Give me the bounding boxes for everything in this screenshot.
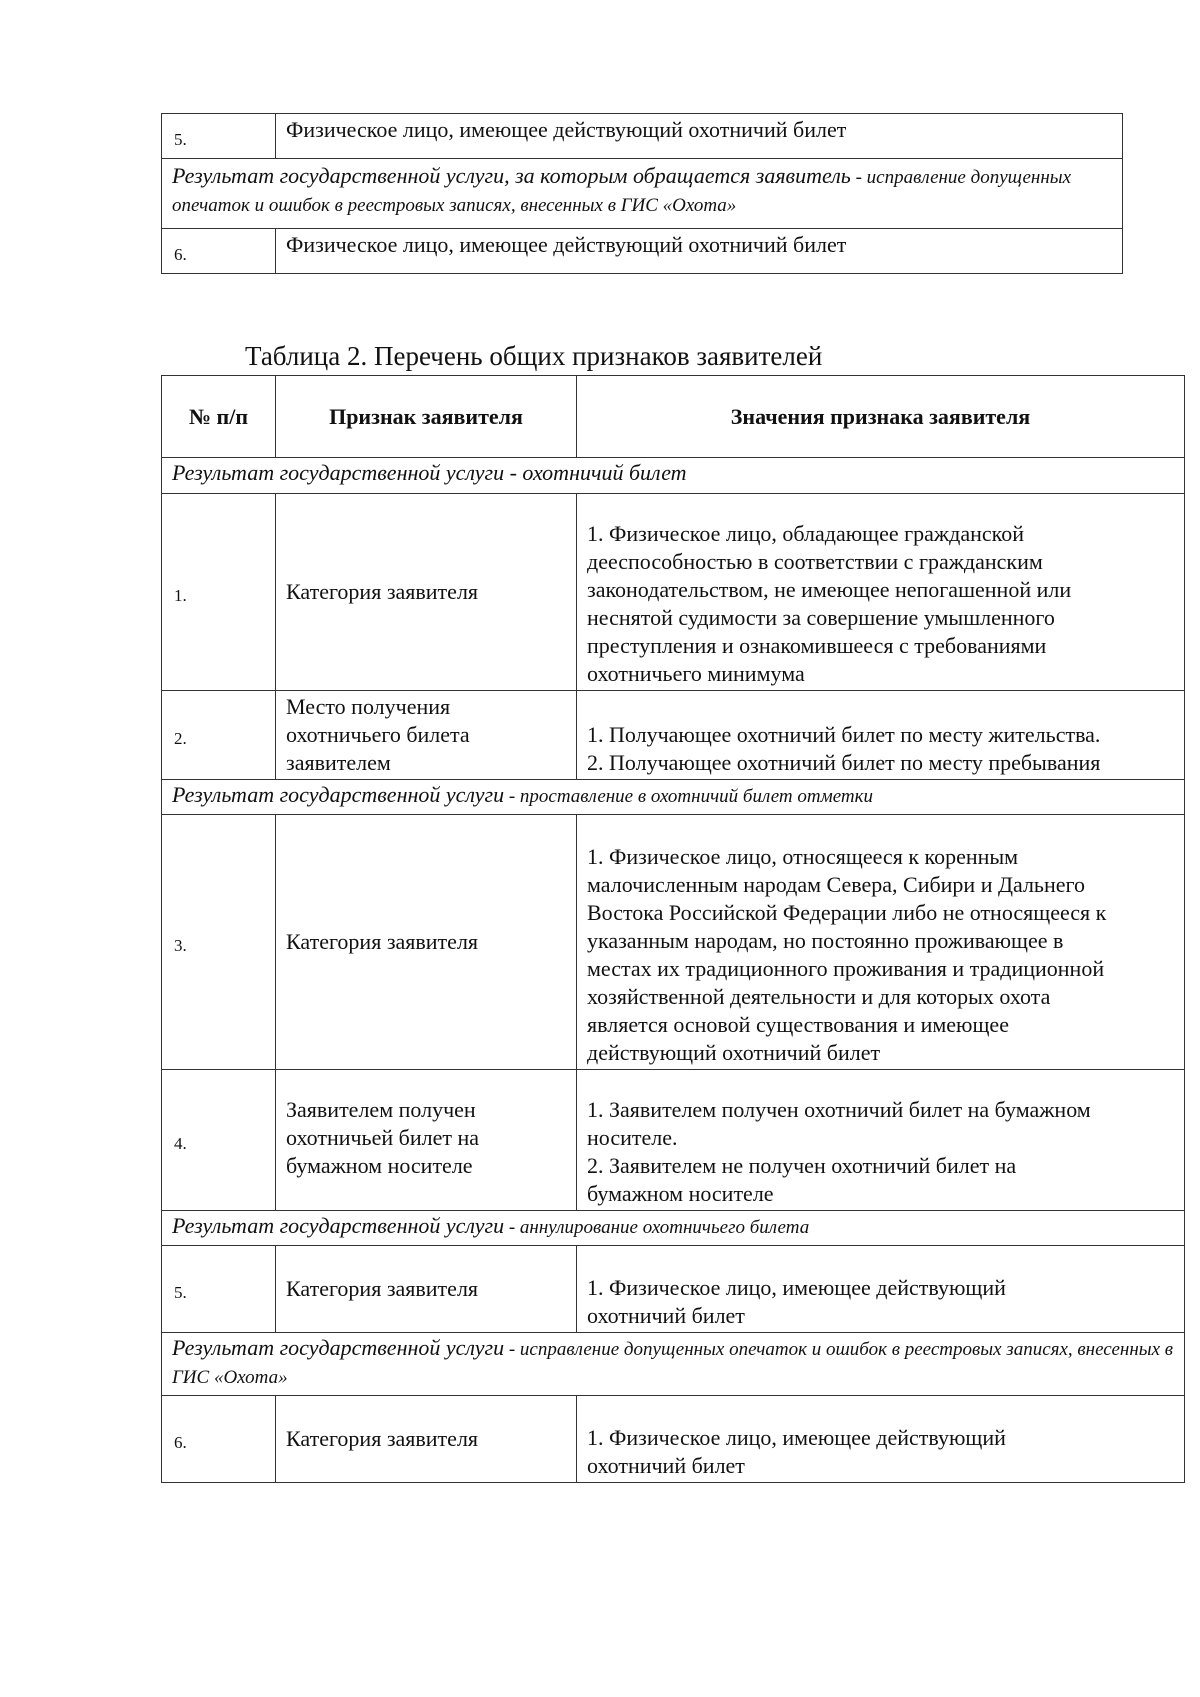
table-row [162,1396,1185,1483]
attribute-line: охотничьего билета [286,722,470,747]
header-number: № п/п [162,376,276,458]
table-2-title: Таблица 2. Перечень общих признаков заявителей [245,341,823,371]
section-title: Результат государственной услуги, за которым обращается заявитель [172,163,851,188]
table-2 [161,375,1185,1483]
row-values [577,691,1185,780]
section-row [162,780,1185,815]
header-values: Значения признака заявителя [577,376,1185,458]
row-values [577,494,1185,691]
section-cell [162,458,1185,494]
row-text: Физическое лицо, имеющее действующий охотничий билет [276,229,1123,274]
value-line: охотничий билет [587,1453,745,1478]
value-line: неснятой судимости за совершение умышленного [587,605,1055,630]
value-line: охотничий билет [587,1303,745,1328]
section-cell [162,1211,1185,1246]
section-row [162,159,1123,229]
section-detail: - исправление допущенных опечаток и ошибок в реестровых записях, внесенных в ГИС «Охота» [172,1339,1174,1388]
row-values [577,815,1185,1070]
attribute-line: охотничьей билет на [286,1125,479,1150]
row-attribute [276,1070,577,1211]
row-number: 5. [162,114,276,159]
attribute-line: Заявителем получен [286,1097,476,1122]
value-line: 2. Получающее охотничий билет по месту пребывания [587,750,1101,775]
table-row [162,815,1185,1070]
row-number: 3. [162,815,276,1070]
row-number: 5. [162,1246,276,1333]
header-row [162,376,1185,458]
attribute-line: Место получения [286,694,451,719]
section-title: Результат государственной услуги [172,782,505,807]
row-attribute: Категория заявителя [276,1246,577,1333]
value-line: преступления и ознакомившееся с требованиями [587,633,1047,658]
row-number: 1. [162,494,276,691]
value-line: законодательством, не имеющее непогашенной или [587,577,1072,602]
section-cell [162,159,1123,229]
section-row [162,1211,1185,1246]
row-number: 6. [162,1396,276,1483]
section-detail: - аннулирование охотничьего билета [504,1217,810,1238]
value-line: 1. Физическое лицо, относящееся к коренным [587,844,1019,869]
row-attribute: Категория заявителя [276,494,577,691]
value-line: действующий охотничий билет [587,1040,881,1065]
row-number: 2. [162,691,276,780]
row-attribute: Категория заявителя [276,815,577,1070]
value-line: 1. Физическое лицо, обладающее гражданской [587,521,1024,546]
table-row [162,114,1123,159]
attribute-line: заявителем [286,750,391,775]
value-line: 1. Физическое лицо, имеющее действующий [587,1275,1006,1300]
section-cell [162,1333,1185,1396]
header-attribute: Признак заявителя [276,376,577,458]
table-row [162,494,1185,691]
value-line: носителе. [587,1125,678,1150]
section-detail: - исправление допущенных опечаток и ошибок в реестровых записях, внесенных в ГИС «Охота» [172,167,1072,216]
row-values [577,1246,1185,1333]
row-values [577,1070,1185,1211]
value-line: является основой существования и имеющее [587,1012,1009,1037]
row-text: Физическое лицо, имеющее действующий охотничий билет [276,114,1123,159]
table-1 [161,113,1123,274]
table-row [162,691,1185,780]
value-line: 1. Заявителем получен охотничий билет на бумажном [587,1097,1091,1122]
section-row [162,1333,1185,1396]
section-title: Результат государственной услуги [172,1335,505,1360]
section-title: Результат государственной услуги - охотничий билет [172,460,687,485]
value-line: 1. Физическое лицо, имеющее действующий [587,1425,1006,1450]
value-line: 2. Заявителем не получен охотничий билет на [587,1153,1017,1178]
value-line: местах их традиционного проживания и традиционной [587,956,1105,981]
value-line: охотничьего минимума [587,661,805,686]
row-attribute: Категория заявителя [276,1396,577,1483]
table-row [162,229,1123,274]
value-line: хозяйственной деятельности и для которых охота [587,984,1051,1009]
table-row [162,1070,1185,1211]
value-line: дееспособностью в соответствии с гражданским [587,549,1043,574]
value-line: указанным народам, но постоянно проживающее в [587,928,1064,953]
value-line: Востока Российской Федерации либо не относящееся к [587,900,1107,925]
value-line: бумажном носителе [587,1181,774,1206]
section-cell [162,780,1185,815]
section-row [162,458,1185,494]
section-title: Результат государственной услуги [172,1213,505,1238]
section-detail: - проставление в охотничий билет отметки [504,786,873,807]
row-number: 6. [162,229,276,274]
value-line: малочисленным народам Севера, Сибири и Дальнего [587,872,1085,897]
row-number: 4. [162,1070,276,1211]
row-values [577,1396,1185,1483]
attribute-line: бумажном носителе [286,1153,473,1178]
table-row [162,1246,1185,1333]
row-attribute [276,691,577,780]
value-line: 1. Получающее охотничий билет по месту жительства. [587,722,1101,747]
